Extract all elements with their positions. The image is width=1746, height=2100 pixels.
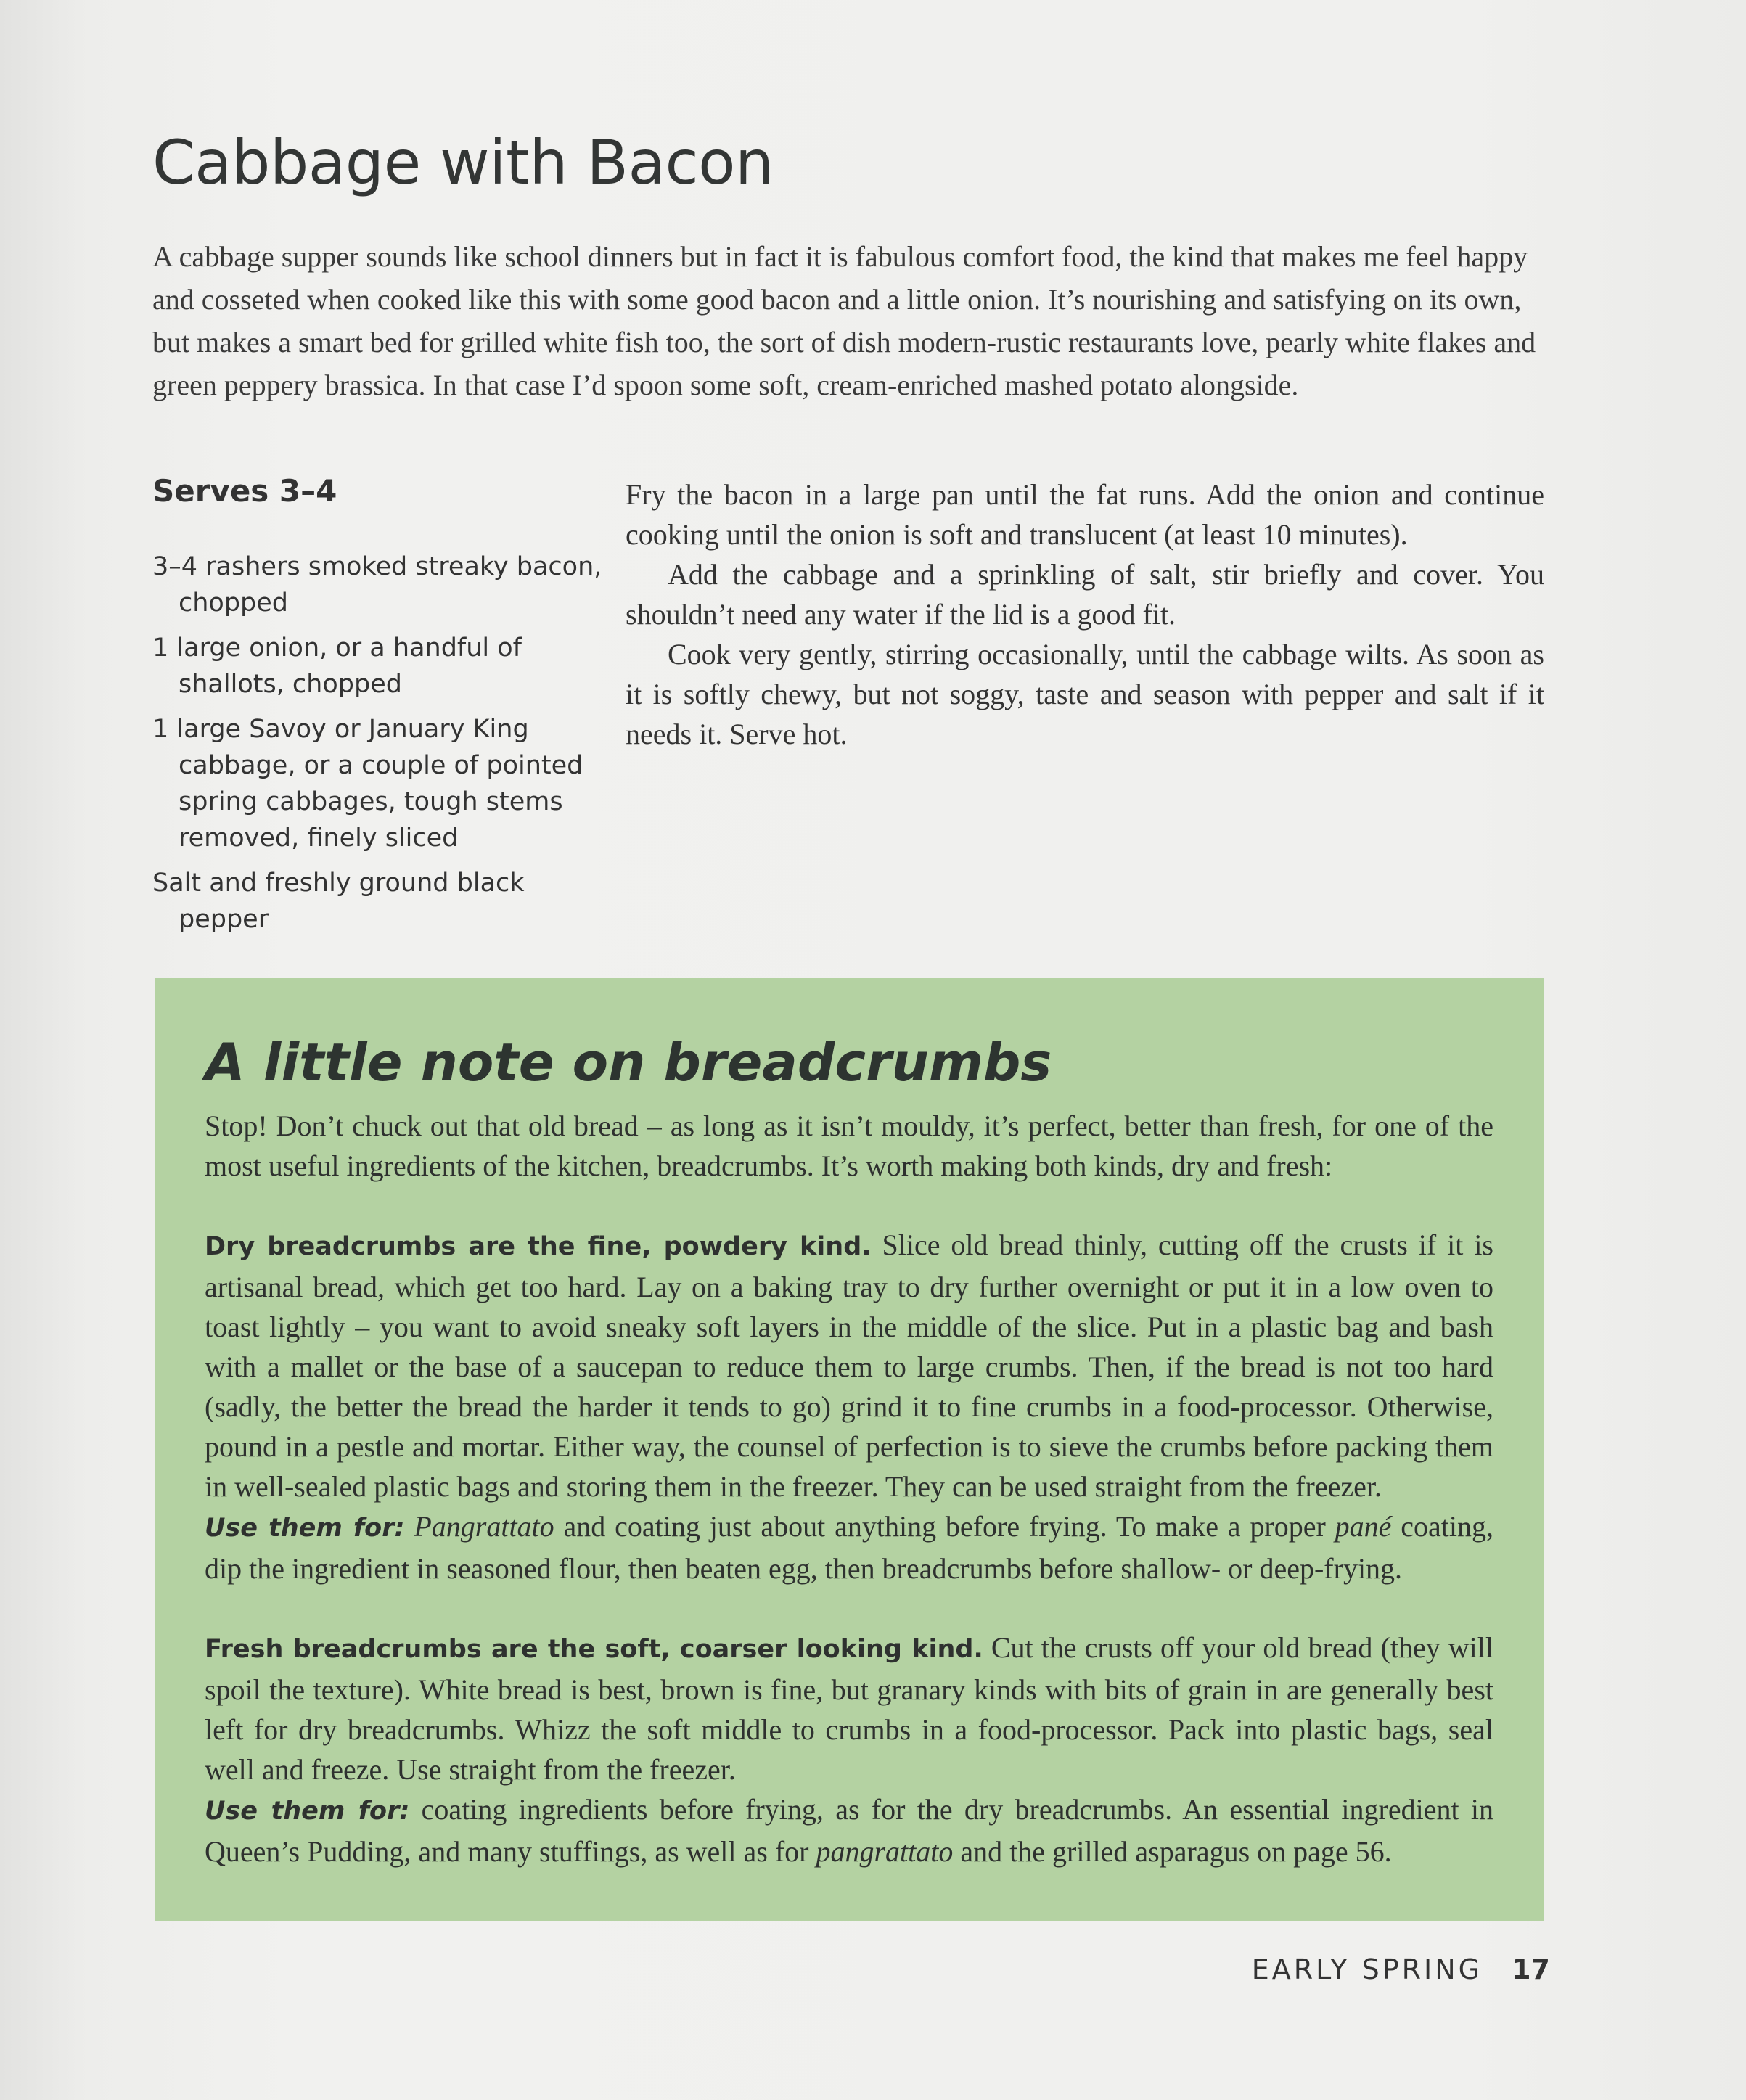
ingredient-item: 1 large onion, or a handful of shallots, chopped <box>152 633 522 699</box>
ingredient-item: 1 large Savoy or January King cabbage, or a couple of pointed spring cabbages, tough stems removed, finely sliced <box>152 715 583 853</box>
page-footer <box>1252 1953 1550 1985</box>
dry-breadcrumbs-paragraph <box>205 1225 1493 1506</box>
section-name: EARLY SPRING <box>1251 1953 1483 1985</box>
fresh-use-text: coating ingredients before frying, as for the dry breadcrumbs. An essential ingredient in Queen’s Pudding, and many stuffings, as well as for <box>205 1793 1493 1868</box>
dry-use-text-end: coating, dip the ingredient in seasoned flour, then beaten egg, then breadcrumbs before shallow- or deep-frying. <box>205 1510 1494 1585</box>
method-step: Add the cabbage and a sprinkling of salt, stir briefly and cover. You shouldn’t need any water if the lid is a good fit. <box>626 558 1544 631</box>
recipe-intro: A cabbage supper sounds like school dinners but in fact it is fabulous comfort food, the kind that makes me feel happy and cosseted when cooked like this with some good bacon and a little onion. It’s nourishing and satisfying on its own, but makes a smart bed for grilled white fish too, the sort of dish modern-rustic restaurants love, pearly white flakes and green peppery brassica. In that case I’d spoon some soft, cream-enriched mashed potato alongside. <box>152 240 1536 401</box>
dry-use-paragraph <box>205 1506 1493 1588</box>
ingredient-item: Salt and freshly ground black pepper <box>152 869 525 934</box>
dry-use-term-pane: pané <box>1335 1510 1392 1543</box>
dry-use-term: Pangrattato <box>404 1510 554 1543</box>
note-body <box>205 1106 1493 1871</box>
serves-heading: Serves 3–4 <box>152 473 337 509</box>
fresh-use-text-end: and the grilled asparagus on page 56. <box>953 1835 1392 1868</box>
method-step: Cook very gently, stirring occasionally, until the cabbage wilts. As soon as it is softly chewy, but not soggy, taste and season with pepper and salt if it needs it. Serve hot. <box>626 638 1544 750</box>
fresh-text: Cut the crusts off your old bread (they will spoil the texture). White bread is best, brown is fine, but granary kinds with bits of grain in are generally best left for dry breadcrumbs. Whizz the soft middle to crumbs in a food-processor. Pack into plastic bags, seal well and freeze. Use straight from the freezer. <box>205 1631 1493 1786</box>
dry-use-text: and coating just about anything before frying. To make a proper <box>554 1510 1335 1543</box>
ingredient-item: 3–4 rashers smoked streaky bacon, chopped <box>152 552 602 618</box>
paragraph-gap <box>205 1186 1493 1225</box>
fresh-breadcrumbs-paragraph <box>205 1628 1493 1789</box>
method-step: Fry the bacon in a large pan until the fat runs. Add the onion and continue cooking until the onion is soft and translucent (at least 10 minutes). <box>626 478 1544 551</box>
dry-use-label: Use them for: <box>205 1514 405 1543</box>
method-text <box>626 475 1544 754</box>
fresh-use-label: Use them for: <box>205 1797 410 1826</box>
ingredient-list <box>152 549 610 946</box>
fresh-lead: Fresh breadcrumbs are the soft, coarser looking kind. <box>205 1635 983 1664</box>
page-number: 17 <box>1512 1953 1550 1985</box>
recipe-title: Cabbage with Bacon <box>152 127 774 198</box>
note-title: A little note on breadcrumbs <box>205 1032 1052 1093</box>
note-intro: Stop! Don’t chuck out that old bread – as long as it isn’t mouldy, it’s perfect, better than fresh, for one of the most useful ingredients of the kitchen, breadcrumbs. It’s worth making both kinds, dry and fresh: <box>205 1110 1493 1182</box>
dry-lead: Dry breadcrumbs are the fine, powdery kind. <box>205 1232 872 1261</box>
breadcrumbs-note-box <box>155 978 1544 1921</box>
paragraph-gap <box>205 1588 1493 1628</box>
fresh-use-term: pangrattato <box>816 1835 954 1868</box>
dry-text: Slice old bread thinly, cutting off the crusts if it is artisanal bread, which get too hard. Lay on a baking tray to dry further overnight or put it in a low oven to toast lightly – you want to avoid sneaky soft layers in the middle of the slice. Put in a plastic bag and bash with a mallet or the base of a saucepan to reduce them to large crumbs. Then, if the bread is not too hard (sadly, the better the bread the harder it tends to go) grind it to fine crumbs in a food-processor. Otherwise, pound in a pestle and mortar. Either way, the counsel of perfection is to sieve the crumbs before packing them in well-sealed plastic bags and storing them in the freezer. They can be used straight from the freezer. <box>205 1229 1493 1503</box>
fresh-use-paragraph <box>205 1789 1493 1871</box>
